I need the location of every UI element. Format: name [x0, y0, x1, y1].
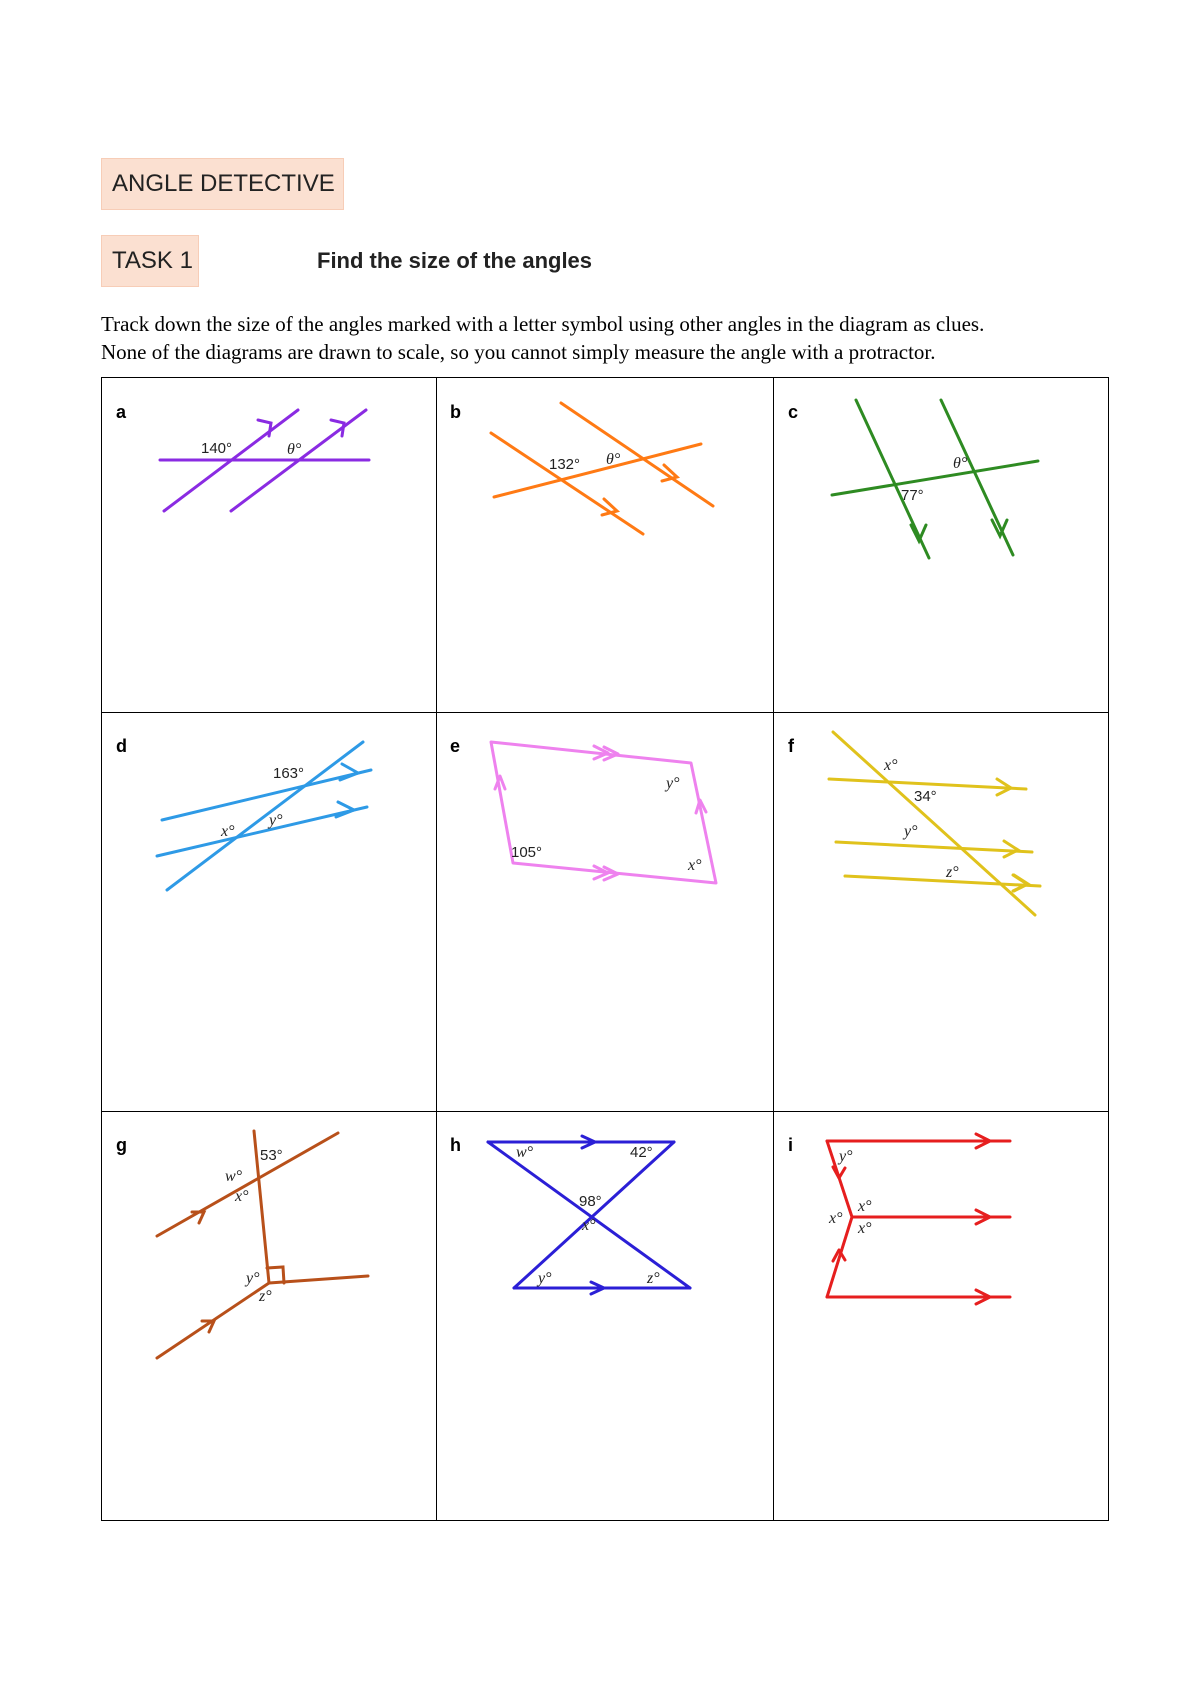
- task-label: TASK 1: [112, 247, 193, 274]
- cell-d-letter: d: [116, 736, 127, 756]
- diagram-a-given-angle: 140°: [201, 440, 233, 457]
- cell-h-letter: h: [450, 1135, 461, 1155]
- task-label-box: [101, 235, 199, 287]
- diagram-c-given-angle: 77°: [901, 487, 924, 504]
- diagram-g-w-angle: w°: [225, 1168, 243, 1185]
- diagram-d: [102, 712, 436, 1111]
- instruction-line-2: None of the diagrams are drawn to scale, so you cannot simply measure the angle with a protractor.: [101, 340, 936, 364]
- diagram-a: [102, 378, 436, 712]
- diagram-c-lines: [832, 400, 1038, 558]
- diagram-grid: [101, 377, 1109, 1521]
- parallel-arrow: [1014, 875, 1028, 891]
- parallel-arrow: [833, 1167, 845, 1178]
- diagram-h-x-angle: x°: [582, 1217, 596, 1234]
- diagram-f: [773, 712, 1110, 1111]
- diagram-e-given-angle: 105°: [511, 844, 543, 861]
- diagram-f-x-angle: x°: [884, 757, 898, 774]
- diagram-e-lines: [491, 742, 716, 883]
- diagram-g-z-angle: z°: [259, 1288, 272, 1305]
- instruction-line-1: Track down the size of the angles marked with a letter symbol using other angles in the diagram as clues.: [101, 312, 985, 336]
- diagram-d-lines: [157, 742, 371, 890]
- diagram-h-given-angle-1: 42°: [630, 1144, 653, 1161]
- diagram-g-y-angle: y°: [246, 1270, 260, 1287]
- diagram-d-y-angle: y°: [269, 812, 283, 829]
- diagram-b-lines: [491, 403, 713, 534]
- diagram-i-x-angle-bottom: x°: [858, 1220, 872, 1237]
- diagram-d-x-angle: x°: [221, 823, 235, 840]
- diagram-f-lines: [829, 732, 1040, 915]
- parallel-arrow: [340, 764, 358, 780]
- diagram-g: [102, 1111, 436, 1522]
- worksheet-title: ANGLE DETECTIVE: [112, 170, 335, 197]
- diagram-e: [436, 712, 773, 1111]
- parallel-arrow: [1004, 841, 1018, 857]
- cell-c-letter: c: [788, 402, 799, 422]
- cell-g-letter: g: [116, 1135, 127, 1155]
- diagram-i-lines: [827, 1134, 1010, 1304]
- task-heading: Find the size of the angles: [317, 248, 593, 273]
- diagram-a-unknown-angle: θ°: [287, 441, 302, 458]
- diagram-g-x-angle: x°: [235, 1188, 249, 1205]
- cell-a-letter: a: [116, 402, 127, 422]
- cell-e-letter: e: [450, 736, 461, 756]
- diagram-h: [436, 1111, 773, 1522]
- cell-b-letter: b: [450, 402, 461, 422]
- worksheet-title-box: [101, 158, 344, 210]
- diagram-h-given-angle-2: 98°: [579, 1193, 602, 1210]
- diagram-e-x-angle: x°: [688, 857, 702, 874]
- parallel-arrow: [336, 802, 354, 817]
- diagram-h-y-angle: y°: [538, 1270, 552, 1287]
- diagram-i-y-angle: y°: [839, 1148, 853, 1165]
- diagram-h-w-angle: w°: [516, 1144, 534, 1161]
- diagram-a-lines: [160, 410, 369, 511]
- diagram-e-y-angle: y°: [666, 775, 680, 792]
- diagram-g-lines: [157, 1131, 368, 1358]
- diagram-h-z-angle: z°: [647, 1270, 660, 1287]
- diagram-b-unknown-angle: θ°: [606, 451, 621, 468]
- diagram-f-y-angle: y°: [904, 823, 918, 840]
- diagram-i: [773, 1111, 1110, 1522]
- diagram-i-x-angle-left: x°: [829, 1210, 843, 1227]
- diagram-i-x-angle-top: x°: [858, 1198, 872, 1215]
- cell-i-letter: i: [788, 1135, 794, 1155]
- diagram-c-unknown-angle: θ°: [953, 455, 968, 472]
- diagram-b-given-angle: 132°: [549, 456, 581, 473]
- diagram-f-z-angle: z°: [946, 864, 959, 881]
- diagram-c: [773, 378, 1110, 712]
- cell-f-letter: f: [788, 736, 794, 756]
- diagram-d-given-angle: 163°: [273, 765, 305, 782]
- diagram-g-given-angle: 53°: [260, 1147, 283, 1164]
- diagram-b: [436, 378, 773, 712]
- diagram-f-given-angle: 34°: [914, 788, 937, 805]
